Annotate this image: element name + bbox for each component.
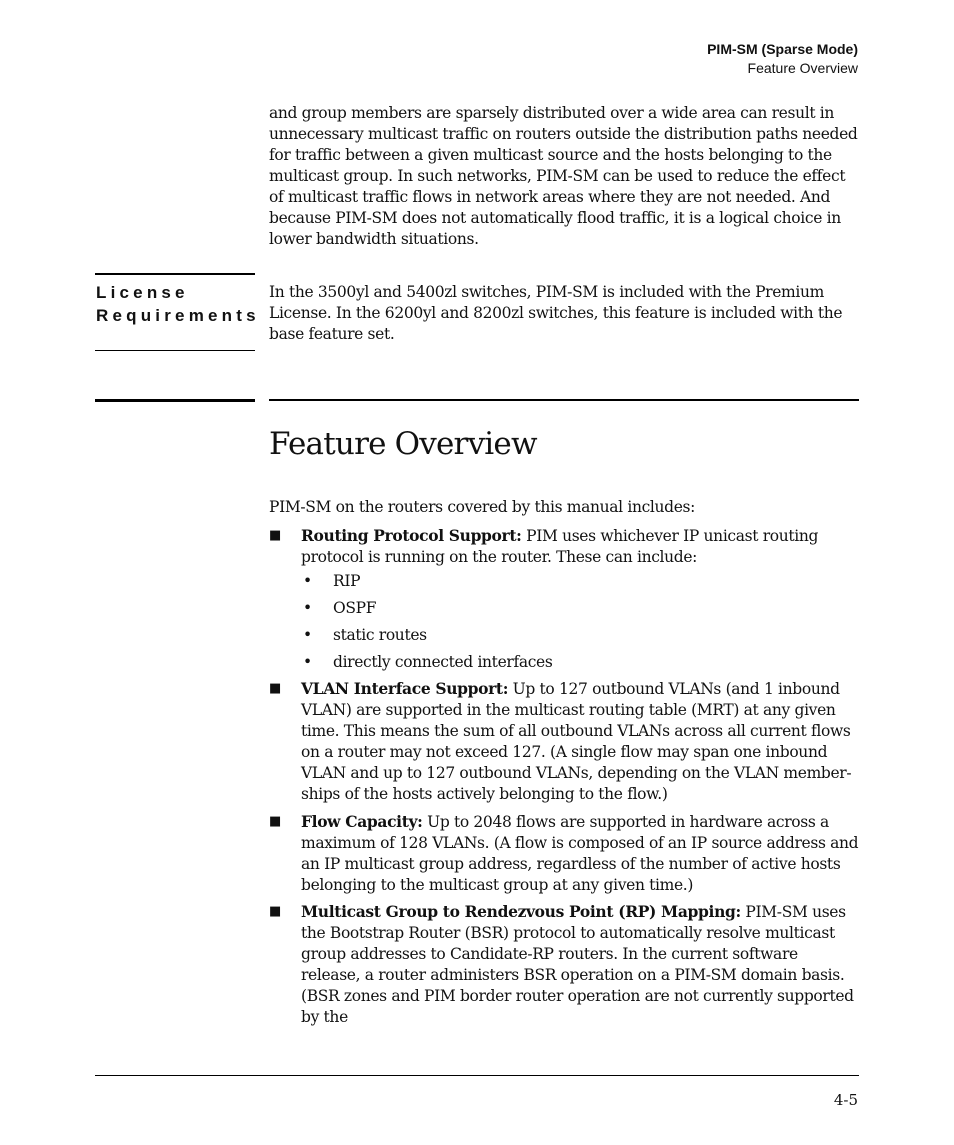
running-header-subtitle: Feature Overview [747, 60, 858, 76]
dot-bullet-icon: • [303, 572, 312, 590]
license-top-rule [95, 273, 255, 275]
dot-bullet-icon: • [303, 626, 312, 644]
dot-bullet-icon: • [303, 599, 312, 617]
list-item-body: PIM uses whichever IP unicast routing protocol is running on the router. These can include: [301, 527, 819, 566]
list-item-label: Multicast Group to Rendezvous Point (RP) Mapping: [301, 902, 741, 921]
square-bullet-icon: ■ [269, 904, 281, 919]
list-item-text [301, 811, 859, 896]
section-rule [269, 399, 859, 401]
footer-rule [95, 1075, 859, 1076]
license-heading-line1: License [96, 283, 189, 302]
list-item-body: Up to 2048 flows are supported in hardware across a maximum of 128 VLANs. (A flow is composed of an IP source address and an IP multicast group address, regardless of the number of active hosts belonging to the multicast group at any given time.) [301, 813, 859, 894]
sub-list-item-text: static routes [333, 626, 427, 644]
square-bullet-icon: ■ [269, 681, 281, 696]
license-text: In the 3500yl and 5400zl switches, PIM-SM is included with the Premium License. In the 6200yl and 8200zl switches, this feature is included with the base feature set. [269, 283, 843, 343]
square-bullet-icon: ■ [269, 528, 281, 543]
sub-list-item-text: directly connected interfaces [333, 653, 553, 671]
list-item-label: Flow Capacity: [301, 812, 423, 831]
intro-paragraph: and group members are sparsely distributed over a wide area can result in unnecessary multicast traffic on routers outside the distribution paths needed for traffic between a given multicast source and the hosts belonging to the multicast group. In such networks, PIM-SM can be used to reduce the effect of multicast traffic flows in network areas where they are not needed. And because PIM-SM does not automatically flood traffic, it is a logical choice in lower bandwidth situations. [269, 104, 858, 248]
sub-list-item-text: RIP [333, 572, 361, 590]
section-title: Feature Overview [269, 426, 537, 462]
license-heading [96, 281, 260, 327]
section-lead: PIM-SM on the routers covered by this manual includes: [269, 498, 696, 516]
license-bottom-rule [95, 350, 255, 351]
section-side-rule [95, 399, 255, 402]
page-number: 4-5 [833, 1091, 858, 1109]
list-item-body: PIM-SM uses the Bootstrap Router (BSR) protocol to automatically resolve multicast group addresses to Candidate-RP routers. In the current software release, a router administers BSR operation on a PIM-SM domain basis. (BSR zones and PIM border router operation are not currently supported by the [301, 903, 854, 1026]
sub-list-item-text: OSPF [333, 599, 377, 617]
list-item-label: VLAN Interface Support: [301, 679, 509, 698]
square-bullet-icon: ■ [269, 814, 281, 829]
running-header [707, 40, 858, 78]
list-item-body: Up to 127 outbound VLANs (and 1 inbound VLAN) are supported in the multicast routing table (MRT) at any given time. This means the sum of all outbound VLANs across all current flows on a router may not exceed 127. (A single flow may span one inbound VLAN and up to 127 outbound VLANs, depending on the VLAN member-ships of the hosts actively belonging to the flow.) [301, 680, 852, 803]
list-item-label: Routing Protocol Support: [301, 526, 522, 545]
license-heading-line2: Requirements [96, 306, 260, 325]
list-item-text [301, 525, 859, 568]
list-item-text [301, 678, 859, 805]
list-item-text [301, 901, 859, 1028]
running-header-title: PIM-SM (Sparse Mode) [707, 41, 858, 57]
dot-bullet-icon: • [303, 653, 312, 671]
